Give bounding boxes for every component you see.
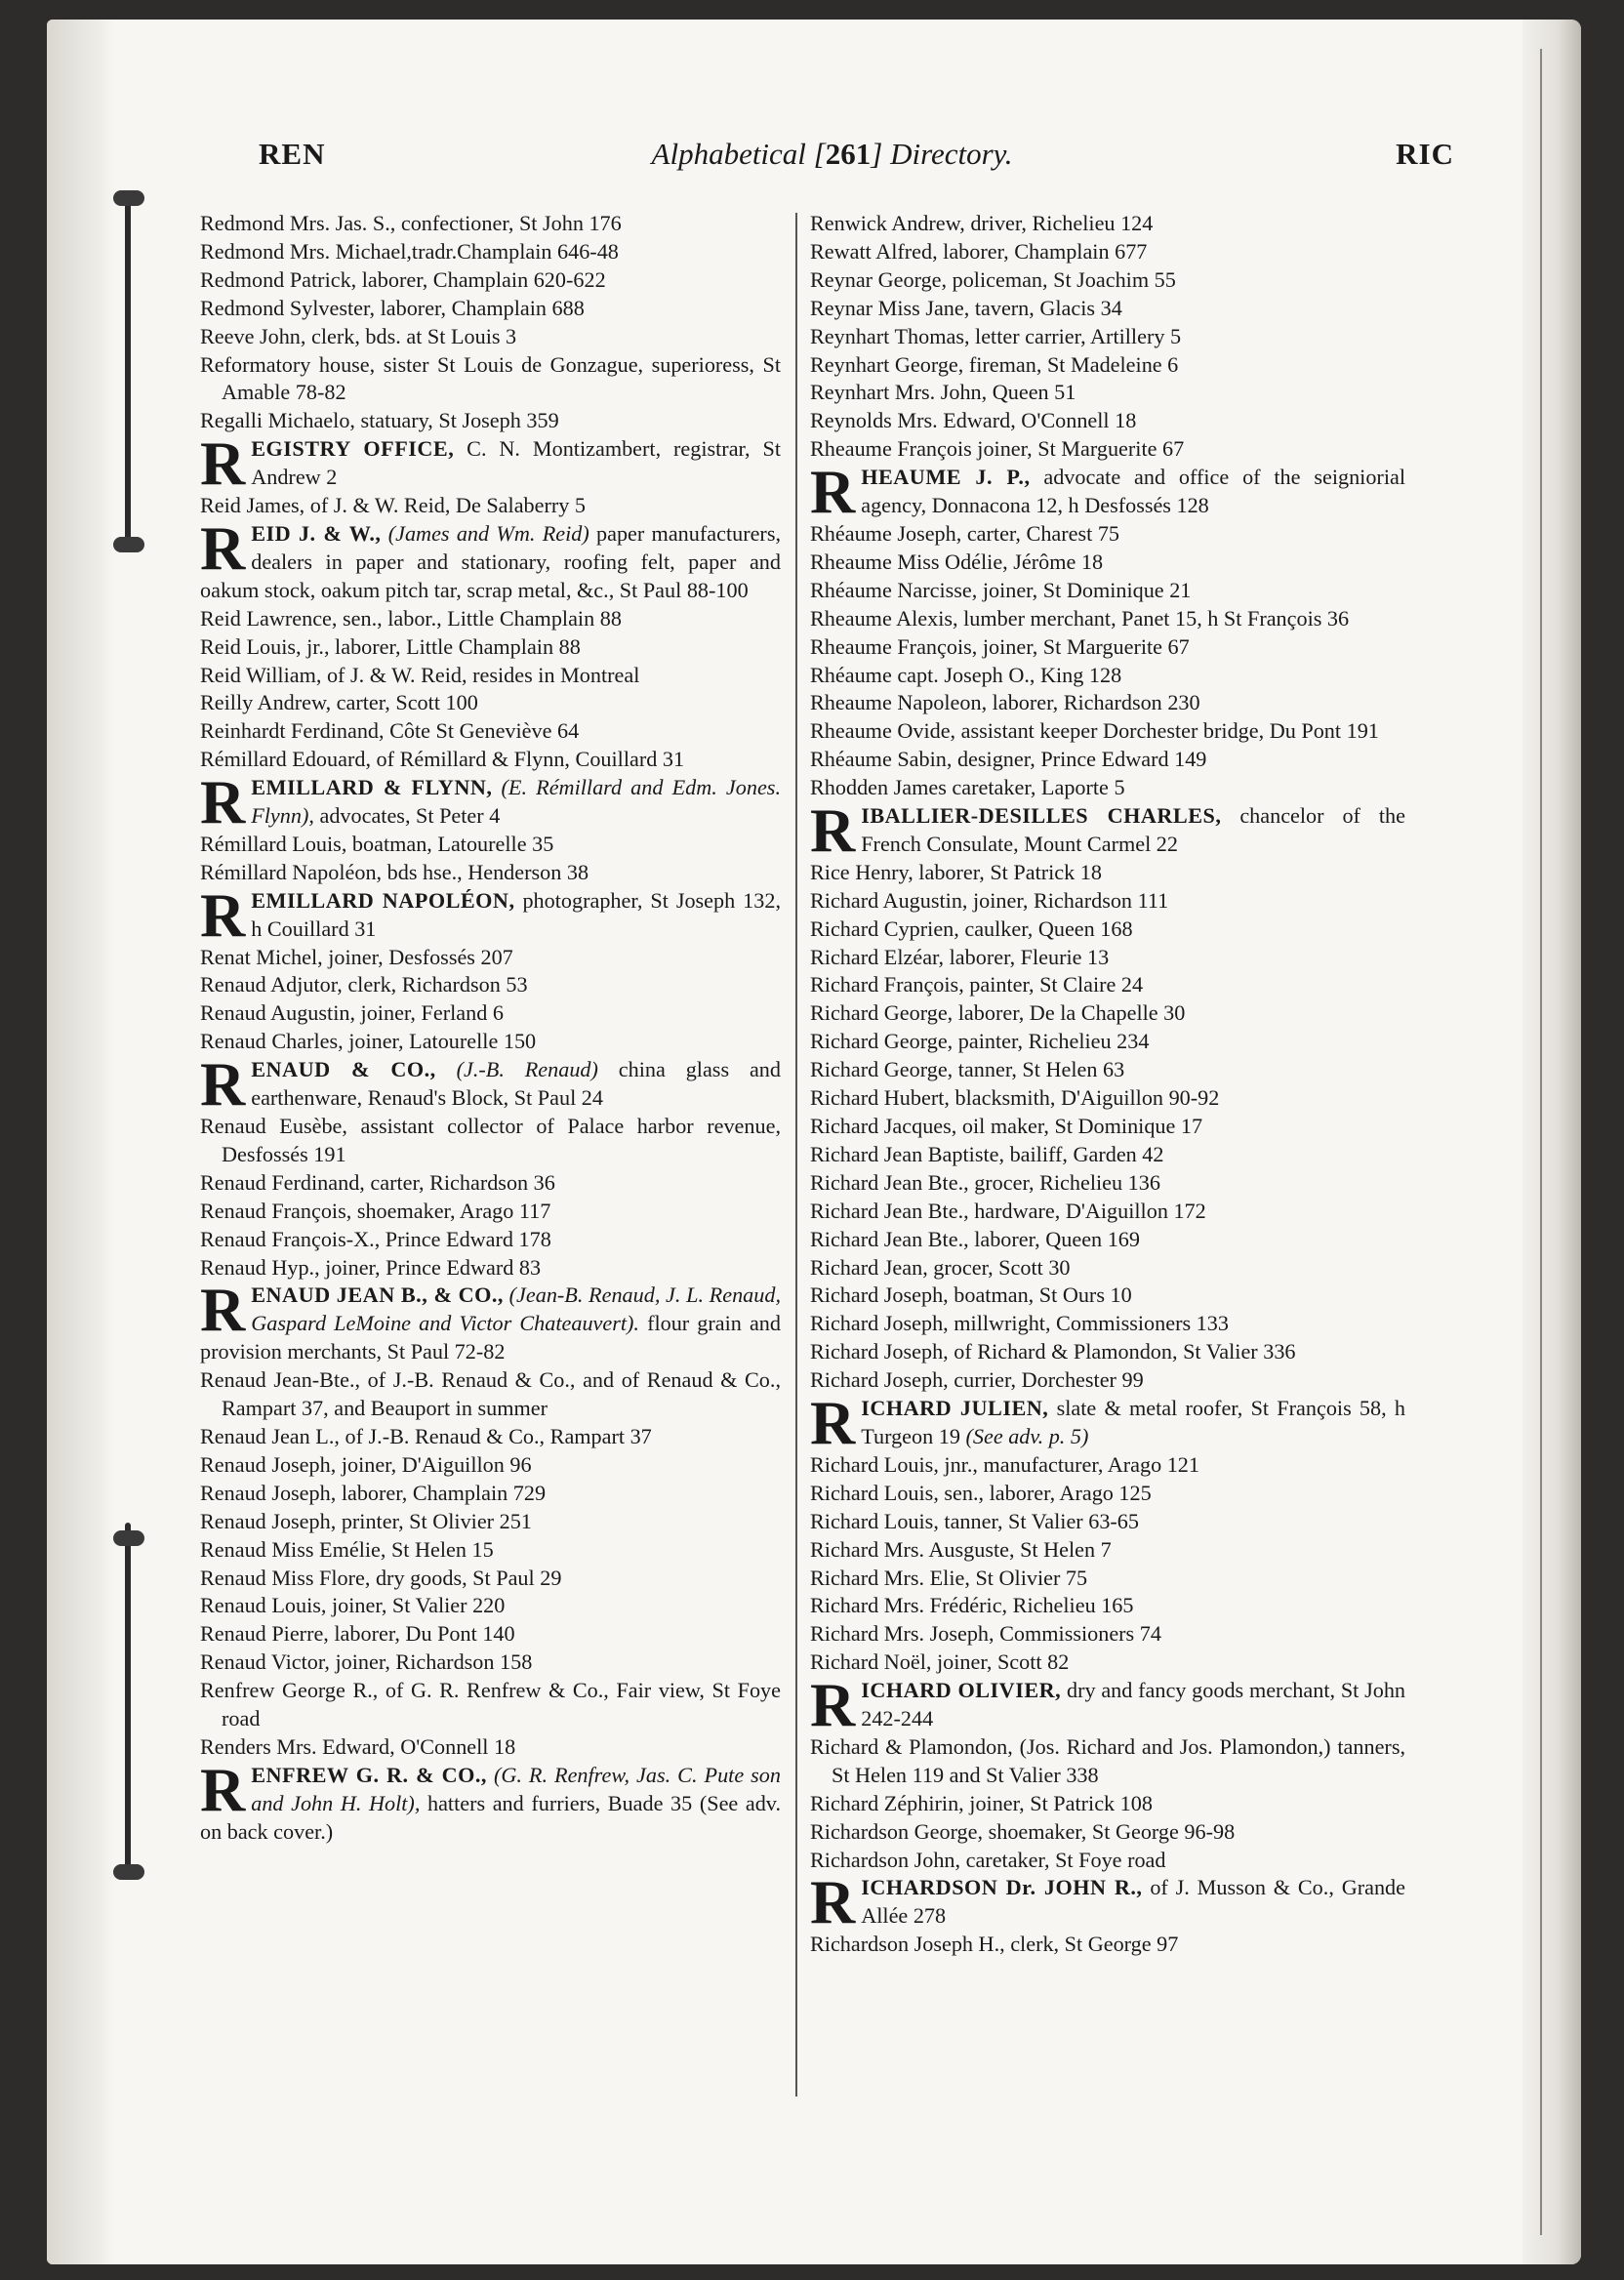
directory-entry: Renat Michel, joiner, Desfossés 207	[200, 944, 513, 969]
directory-entry: Rhéaume Narcisse, joiner, St Dominique 21	[810, 577, 1192, 602]
entry-details: photographer, St Joseph 132, h Couillard 31	[251, 887, 781, 941]
directory-entry: Renaud Augustin, joiner, Ferland 6	[200, 1000, 504, 1026]
drop-initial: R	[200, 879, 246, 950]
directory-entry: Richard Joseph, currier, Dorchester 99	[810, 1367, 1144, 1393]
page-binding	[47, 20, 115, 2264]
directory-entry: Richard & Plamondon, (Jos. Richard and Jos. Plamondon,) tanners, St Helen 119 and St Valier 338	[810, 1733, 1405, 1787]
directory-entry: Renaud Charles, joiner, Latourelle 150	[200, 1029, 537, 1054]
directory-entry: Renaud Ferdinand, carter, Richardson 36	[200, 1169, 555, 1195]
header-title-post: ] Directory.	[871, 137, 1013, 171]
directory-entry: Richard Joseph, boatman, St Ours 10	[810, 1282, 1132, 1308]
directory-entry: Richard Mrs. Joseph, Commissioners 74	[810, 1621, 1161, 1647]
directory-entry: Richard Elzéar, laborer, Fleurie 13	[810, 944, 1110, 969]
entry-name: ICHARDSON Dr. JOHN R.,	[861, 1875, 1143, 1900]
directory-entry: Reeve John, clerk, bds. at St Louis 3	[200, 323, 517, 348]
entry-name: IBALLIER-DESILLES CHARLES,	[861, 803, 1222, 829]
entry-name: EMILLARD NAPOLÉON,	[251, 887, 515, 913]
directory-entry: Reformatory house, sister St Louis de Gonzague, superioress, St Amable 78-82	[200, 351, 781, 405]
directory-entry: Rheaume Miss Odélie, Jérôme 18	[810, 549, 1104, 574]
drop-initial: R	[810, 1867, 856, 1937]
directory-entry: Richard George, tanner, St Helen 63	[810, 1057, 1125, 1082]
entry-details: china glass and earthenware, Renaud's Block, St Paul 24	[251, 1057, 781, 1111]
entry-name: ENAUD & CO.,	[251, 1057, 436, 1082]
directory-entry: Rice Henry, laborer, St Patrick 18	[810, 859, 1102, 884]
directory-entry: Richard Mrs. Elie, St Olivier 75	[810, 1565, 1088, 1590]
header-left-guide: REN	[259, 137, 326, 171]
directory-entry: Renaud Hyp., joiner, Prince Edward 83	[200, 1254, 542, 1280]
drop-initial: R	[200, 512, 246, 583]
directory-entry: Renaud Victor, joiner, Richardson 158	[200, 1649, 533, 1675]
directory-entry: Rhodden James caretaker, Laporte 5	[810, 775, 1125, 800]
directory-entry: Redmond Mrs. Jas. S., confectioner, St John 176	[200, 211, 622, 235]
directory-entry: Reid Lawrence, sen., labor., Little Champlain 88	[200, 605, 622, 631]
directory-entry: Renaud François, shoemaker, Arago 117	[200, 1198, 551, 1223]
directory-entry: Rémillard Napoléon, bds hse., Henderson 38	[200, 859, 589, 884]
directory-entry: Rheaume Ovide, assistant keeper Dorchester bridge, Du Pont 191	[810, 718, 1379, 744]
directory-entry: Reynar George, policeman, St Joachim 55	[810, 266, 1176, 292]
binding-knot	[113, 190, 144, 206]
directory-entry-bold	[810, 1388, 1405, 1458]
entry-advert-note: (See adv. p. 5)	[959, 1423, 1089, 1448]
directory-entry: Renaud Miss Emélie, St Helen 15	[200, 1536, 494, 1562]
directory-entry-bold	[200, 879, 781, 950]
directory-entry-bold	[200, 1049, 781, 1120]
directory-entry: Richard Hubert, blacksmith, D'Aiguillon 90-92	[810, 1085, 1220, 1111]
directory-entry: Reynar Miss Jane, tavern, Glacis 34	[810, 295, 1122, 320]
directory-entry: Renaud Jean L., of J.-B. Renaud & Co., Rampart 37	[200, 1423, 652, 1448]
drop-initial: R	[810, 1670, 856, 1740]
entry-partners: (E. Rémillard and Edm. Jones. Flynn),	[251, 775, 781, 829]
directory-entry: Renaud Joseph, printer, St Olivier 251	[200, 1508, 532, 1533]
directory-entry: Richard Joseph, of Richard & Plamondon, St Valier 336	[810, 1339, 1296, 1364]
directory-entry: Richard Mrs. Ausguste, St Helen 7	[810, 1536, 1112, 1562]
directory-entry: Redmond Mrs. Michael,tradr.Champlain 646-48	[200, 238, 619, 264]
header-title-pre: Alphabetical [	[651, 137, 826, 171]
directory-entry: Richard Louis, jnr., manufacturer, Arago 121	[810, 1451, 1199, 1477]
directory-entry: Richard Jean Bte., grocer, Richelieu 136	[810, 1169, 1160, 1195]
entry-details: chancelor of the French Consulate, Mount Carmel 22	[861, 803, 1405, 856]
directory-entry: Richard Cyprien, caulker, Queen 168	[810, 916, 1133, 941]
directory-entry: Renaud Joseph, joiner, D'Aiguillon 96	[200, 1451, 532, 1477]
directory-entry: Richard Joseph, millwright, Commissioners 133	[810, 1311, 1229, 1336]
entry-details: C. N. Montizambert, registrar, St Andrew 2	[251, 436, 781, 490]
directory-entry: Richard Zéphirin, joiner, St Patrick 108	[810, 1790, 1153, 1815]
directory-entry: Renfrew George R., of G. R. Renfrew & Co., Fair view, St Foye road	[200, 1678, 781, 1731]
header-title	[210, 137, 1454, 172]
directory-entry: Redmond Sylvester, laborer, Champlain 688	[200, 295, 585, 320]
binding-thread	[125, 1523, 131, 1874]
entry-details: slate & metal roofer, St François 58, h Turgeon 19	[861, 1396, 1405, 1448]
directory-entry: Renders Mrs. Edward, O'Connell 18	[200, 1733, 516, 1759]
directory-entry: Rheaume Napoleon, laborer, Richardson 230	[810, 690, 1200, 715]
directory-entry: Richard Augustin, joiner, Richardson 111	[810, 887, 1169, 913]
entry-partners: (G. R. Renfrew, Jas. C. Pute son and John H. Holt),	[251, 1762, 781, 1815]
entry-name: EID J. & W.,	[251, 520, 382, 546]
binding-knot	[113, 1864, 144, 1880]
entry-name: ENAUD JEAN B., & CO.,	[251, 1282, 504, 1308]
entry-partners: (Jean-B. Renaud, J. L. Renaud, Gaspard LeMoine and Victor Chateauvert).	[251, 1282, 781, 1336]
directory-entry: Reynhart Thomas, letter carrier, Artillery 5	[810, 323, 1182, 348]
directory-entry: Richard Jean Bte., hardware, D'Aiguillon 172	[810, 1198, 1206, 1223]
directory-entry: Richard George, painter, Richelieu 234	[810, 1029, 1150, 1054]
directory-entry: Renaud Miss Flore, dry goods, St Paul 29	[200, 1565, 562, 1590]
directory-entry: Renaud Pierre, laborer, Du Pont 140	[200, 1621, 515, 1647]
drop-initial: R	[200, 1754, 246, 1824]
drop-initial: R	[810, 1388, 856, 1458]
directory-entry: Reynhart Mrs. John, Queen 51	[810, 380, 1076, 405]
directory-entry: Richard Noël, joiner, Scott 82	[810, 1649, 1070, 1675]
directory-entry: Renaud Joseph, laborer, Champlain 729	[200, 1480, 547, 1505]
entry-name: EMILLARD & FLYNN,	[251, 775, 493, 800]
directory-entry: Richardson George, shoemaker, St George 96-98	[810, 1818, 1236, 1844]
drop-initial: R	[200, 1049, 246, 1120]
directory-entry-bold	[200, 512, 782, 605]
entry-name: ENFREW G. R. & CO.,	[251, 1762, 487, 1787]
directory-entry-bold	[810, 1670, 1406, 1740]
directory-entry-bold	[810, 795, 1405, 866]
directory-entry: Reilly Andrew, carter, Scott 100	[200, 690, 478, 715]
directory-entry: Renwick Andrew, driver, Richelieu 124	[810, 211, 1154, 235]
drop-initial: R	[200, 428, 246, 499]
directory-entry: Richardson John, caretaker, St Foye road	[810, 1847, 1166, 1872]
directory-entry: Regalli Michaelo, statuary, St Joseph 359	[200, 408, 559, 433]
directory-entry: Richard François, painter, St Claire 24	[810, 972, 1144, 998]
entry-details: dry and fancy goods merchant, St John 242-244	[861, 1678, 1406, 1731]
directory-entry: Rhéaume capt. Joseph O., King 128	[810, 662, 1122, 687]
directory-entry: Rewatt Alfred, laborer, Champlain 677	[810, 238, 1148, 264]
directory-entry: Rheaume François joiner, St Marguerite 67	[810, 436, 1185, 462]
entry-details: paper manufacturers, dealers in paper and stationary, roofing felt, paper and oakum stock, oakum pitch tar, scrap metal, &c., St Paul 88-100	[200, 520, 782, 602]
entry-name: ICHARD OLIVIER,	[861, 1678, 1062, 1703]
directory-entry: Reinhardt Ferdinand, Côte St Geneviève 64	[200, 718, 580, 744]
directory-entry: Richard Mrs. Frédéric, Richelieu 165	[810, 1593, 1134, 1618]
directory-entry: Richardson Joseph H., clerk, St George 97	[810, 1932, 1179, 1957]
directory-entry: Richard Louis, sen., laborer, Arago 125	[810, 1480, 1152, 1505]
directory-entry: Richard Louis, tanner, St Valier 63-65	[810, 1508, 1139, 1533]
directory-entry: Rhéaume Sabin, designer, Prince Edward 149	[810, 747, 1207, 772]
entry-name: ICHARD JULIEN,	[861, 1396, 1049, 1421]
entry-details: of J. Musson & Co., Grande Allée 278	[861, 1875, 1405, 1929]
directory-entry-bold	[810, 1867, 1405, 1937]
drop-initial: R	[200, 767, 246, 837]
drop-initial: R	[810, 795, 856, 866]
directory-entry: Richard George, laborer, De la Chapelle 30	[810, 1000, 1186, 1026]
directory-entry: Richard Jean Bte., laborer, Queen 169	[810, 1226, 1140, 1251]
entry-details: advocate and office of the seigniorial agency, Donnacona 12, h Desfossés 128	[861, 465, 1405, 518]
running-header	[210, 137, 1454, 180]
entry-name: HEAUME J. P.,	[861, 465, 1031, 490]
directory-entry: Reid James, of J. & W. Reid, De Salaberry 5	[200, 493, 586, 518]
entry-details: hatters and furriers, Buade 35 (See adv. on back cover.)	[200, 1790, 781, 1844]
left-column	[200, 210, 781, 1847]
drop-initial: R	[810, 457, 856, 527]
directory-entry: Richard Jean, grocer, Scott 30	[810, 1254, 1071, 1280]
directory-entry: Reynolds Mrs. Edward, O'Connell 18	[810, 408, 1137, 433]
directory-entry-bold	[200, 428, 781, 499]
column-divider	[795, 213, 797, 2097]
directory-entry: Renaud Adjutor, clerk, Richardson 53	[200, 972, 528, 998]
directory-entry: Renaud Jean-Bte., of J.-B. Renaud & Co., and of Renaud & Co., Rampart 37, and Beauport in summer	[200, 1367, 781, 1421]
page-edge	[1522, 20, 1581, 2264]
directory-entry: Renaud François-X., Prince Edward 178	[200, 1226, 551, 1251]
entry-partners: (James and Wm. Reid)	[381, 520, 589, 546]
directory-entry: Richard Jacques, oil maker, St Dominique 17	[810, 1114, 1203, 1138]
entry-name: EGISTRY OFFICE,	[251, 436, 455, 462]
page-number: 261	[825, 137, 872, 171]
entry-details: advocates, St Peter 4	[313, 803, 501, 829]
directory-entry: Reynhart George, fireman, St Madeleine 6	[810, 351, 1179, 377]
directory-entry: Reid Louis, jr., laborer, Little Champlain 88	[200, 633, 581, 659]
directory-entry: Rhéaume Joseph, carter, Charest 75	[810, 520, 1120, 546]
directory-entry: Redmond Patrick, laborer, Champlain 620-622	[200, 266, 606, 292]
directory-entry-bold	[200, 1275, 781, 1366]
directory-entry-bold	[200, 1754, 781, 1847]
directory-entry: Rémillard Edouard, of Rémillard & Flynn, Couillard 31	[200, 747, 685, 772]
directory-entry-bold	[200, 767, 781, 837]
binding-thread	[125, 195, 131, 547]
drop-initial: R	[200, 1275, 246, 1345]
directory-entry: Renaud Eusèbe, assistant collector of Palace harbor revenue, Desfossés 191	[200, 1114, 781, 1166]
directory-entry-bold	[810, 457, 1405, 527]
directory-entry: Rheaume Alexis, lumber merchant, Panet 15, h St François 36	[810, 605, 1350, 631]
right-column	[810, 210, 1405, 1959]
header-right-guide: RIC	[1396, 137, 1454, 171]
entry-partners: (J.-B. Renaud)	[435, 1057, 598, 1082]
binding-knot	[113, 1530, 144, 1546]
directory-entry: Reid William, of J. & W. Reid, resides in Montreal	[200, 662, 640, 687]
directory-entry: Rémillard Louis, boatman, Latourelle 35	[200, 831, 554, 856]
directory-entry: Rheaume François, joiner, St Marguerite 67	[810, 633, 1190, 659]
directory-entry: Renaud Louis, joiner, St Valier 220	[200, 1593, 506, 1618]
binding-knot	[113, 537, 144, 552]
entry-details: flour grain and provision merchants, St Paul 72-82	[200, 1311, 781, 1364]
directory-entry: Richard Jean Baptiste, bailiff, Garden 42	[810, 1141, 1164, 1166]
